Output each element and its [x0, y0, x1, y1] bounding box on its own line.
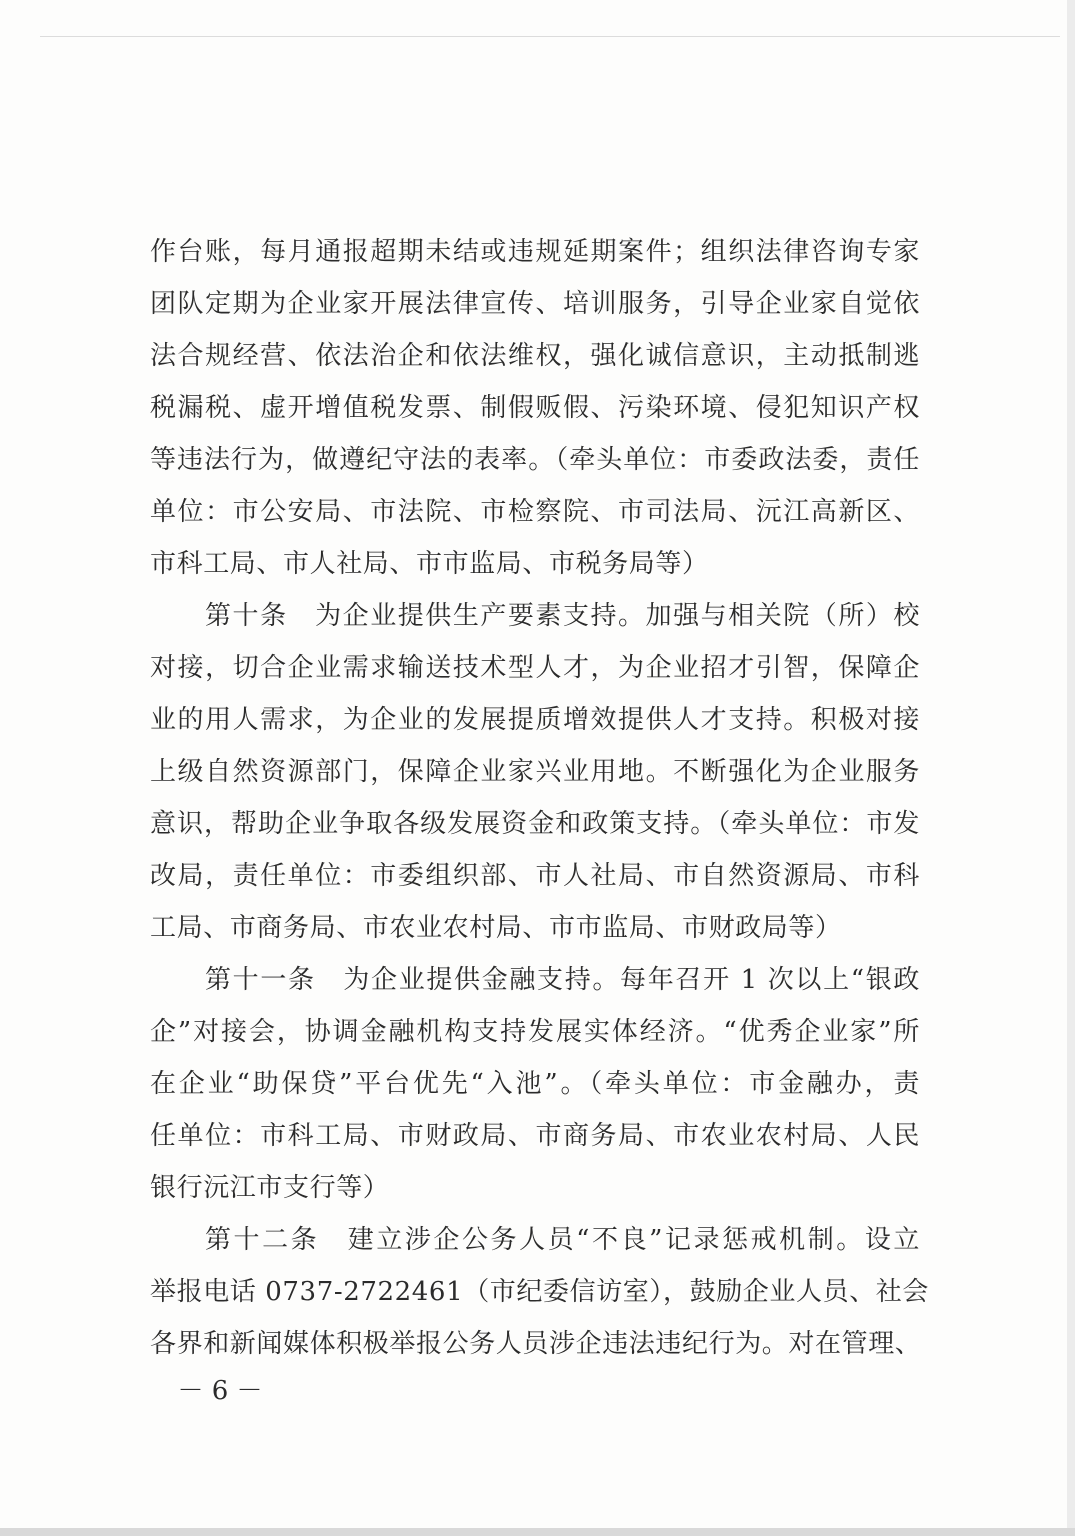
text-line: 银行沅江市支行等）	[150, 1173, 390, 1203]
text-line: 对接，切合企业需求输送技术型人才，为企业招才引智，保障企	[150, 653, 920, 683]
text-line: 工局、市商务局、市农业农村局、市市监局、市财政局等）	[150, 913, 842, 943]
text-line: 改局，责任单位：市委组织部、市人社局、市自然资源局、市科	[150, 861, 920, 891]
text-line: 税漏税、虚开增值税发票、制假贩假、污染环境、侵犯知识产权	[150, 393, 920, 423]
top-rule	[40, 36, 1060, 37]
article-11-heading-line: 第十一条 为企业提供金融支持。每年召开 1 次以上“银政	[205, 965, 920, 995]
text-line: 业的用人需求，为企业的发展提质增效提供人才支持。积极对接	[150, 705, 920, 735]
scan-edge-bottom	[0, 1528, 1075, 1536]
text-line: 各界和新闻媒体积极举报公务人员涉企违法违纪行为。对在管理、	[150, 1329, 922, 1359]
text-line: 在企业“助保贷”平台优先“入池”。（牵头单位：市金融办，责	[150, 1069, 920, 1099]
text-line: 市科工局、市人社局、市市监局、市税务局等）	[150, 549, 709, 579]
text-line: 任单位：市科工局、市财政局、市商务局、市农业农村局、人民	[150, 1121, 920, 1151]
text-line: 等违法行为，做遵纪守法的表率。（牵头单位：市委政法委，责任	[150, 445, 920, 475]
text-line: 作台账，每月通报超期未结或违规延期案件；组织法律咨询专家	[150, 237, 920, 267]
article-12-heading-line: 第十二条 建立涉企公务人员“不良”记录惩戒机制。设立	[205, 1225, 920, 1255]
page-number: － 6 －	[177, 1376, 263, 1406]
text-line: 意识，帮助企业争取各级发展资金和政策支持。（牵头单位：市发	[150, 809, 920, 839]
scan-edge-right	[1067, 0, 1075, 1536]
text-line: 上级自然资源部门，保障企业家兴业用地。不断强化为企业服务	[150, 757, 920, 787]
text-line: 单位：市公安局、市法院、市检察院、市司法局、沅江高新区、	[150, 497, 920, 527]
text-line: 法合规经营、依法治企和依法维权，强化诚信意识，主动抵制逃	[150, 341, 920, 371]
text-line: 企”对接会，协调金融机构支持发展实体经济。“优秀企业家”所	[150, 1017, 920, 1047]
text-line: 举报电话 0737-2722461（市纪委信访室），鼓励企业人员、社会	[150, 1277, 930, 1307]
article-10-heading-line: 第十条 为企业提供生产要素支持。加强与相关院（所）校	[205, 601, 920, 631]
text-line: 团队定期为企业家开展法律宣传、培训服务，引导企业家自觉依	[150, 289, 920, 319]
